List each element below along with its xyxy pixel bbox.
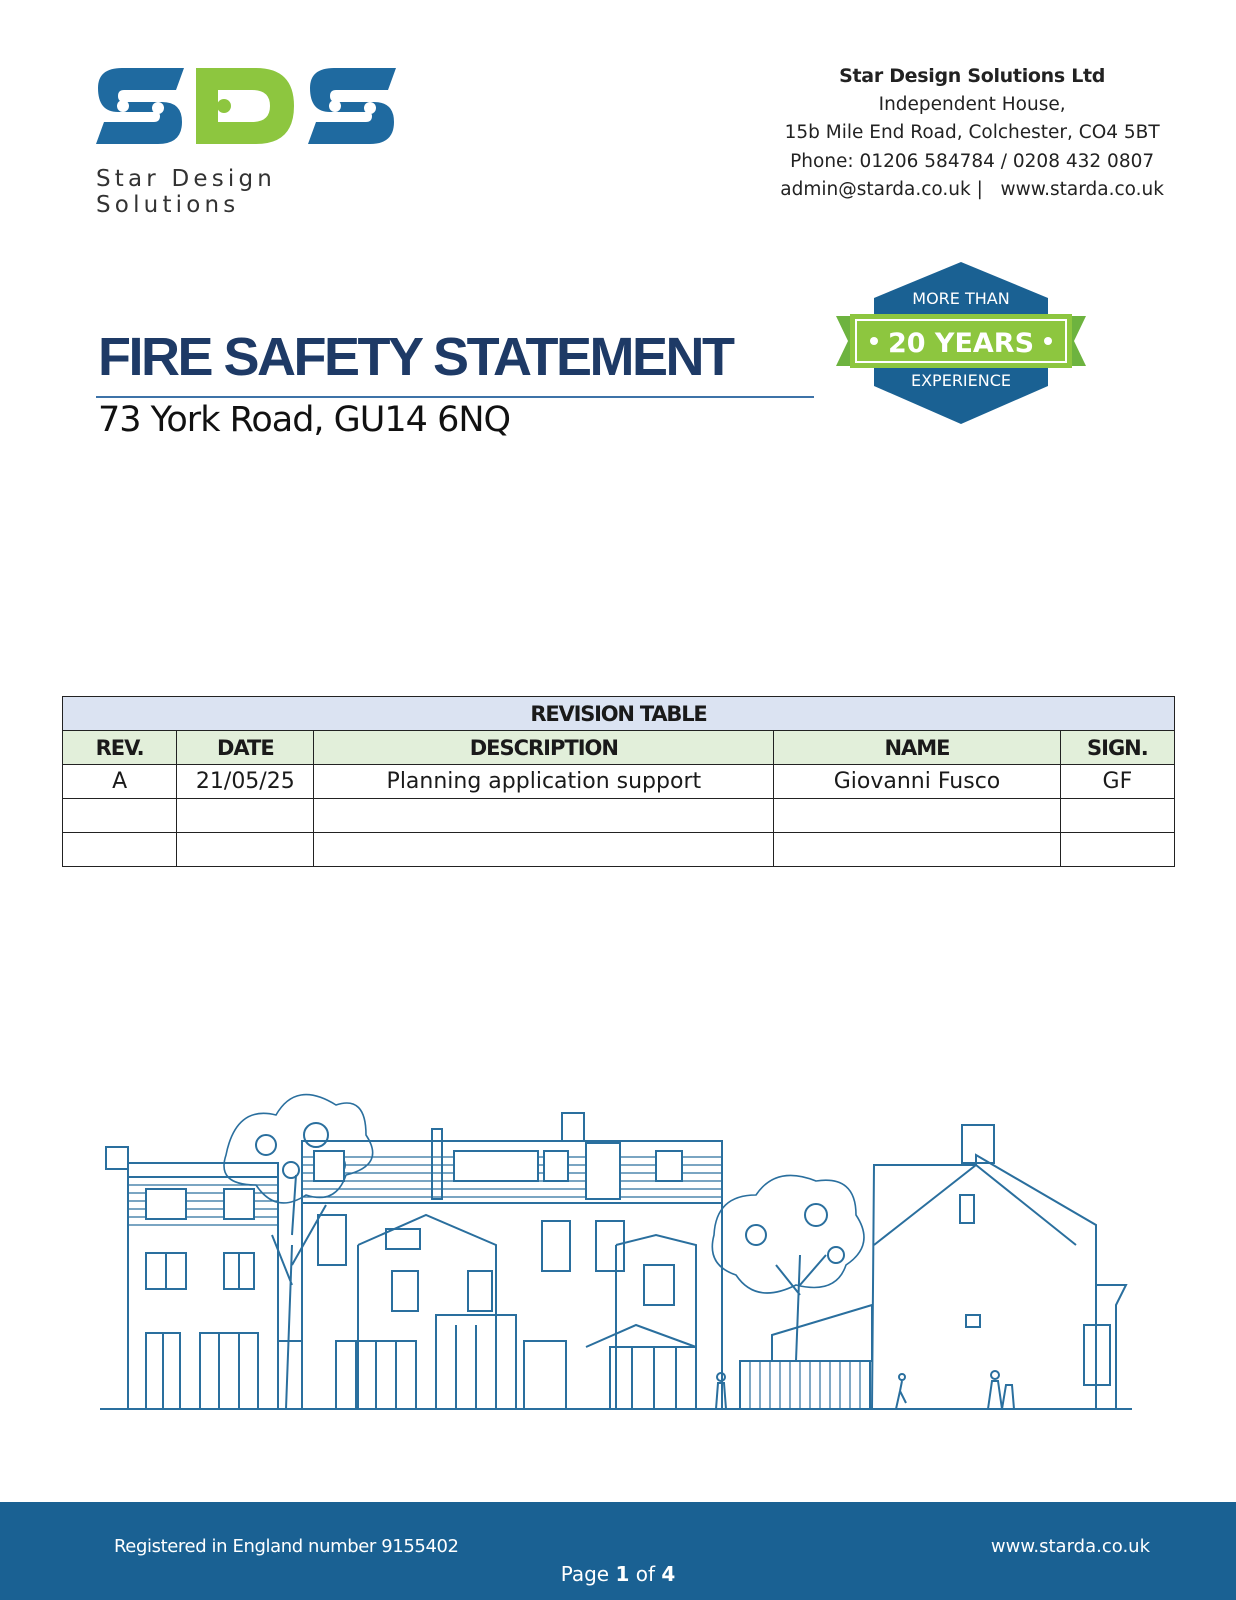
column-header-name: NAME [774, 731, 1061, 765]
revision-table-caption-row [63, 697, 1175, 731]
cell-name [774, 799, 1061, 833]
sds-logo-mark [96, 66, 406, 162]
revision-table-caption: REVISION TABLE [63, 697, 1175, 731]
company-logo [96, 66, 406, 218]
street-elevation-illustration [96, 1085, 1136, 1415]
logo-tagline: Star Design Solutions [96, 166, 277, 218]
cell-description [314, 799, 774, 833]
page-footer [0, 1502, 1236, 1600]
cell-sign [1060, 833, 1174, 867]
table-row [63, 799, 1175, 833]
company-name: Star Design Solutions Ltd [839, 65, 1106, 87]
cell-rev [63, 833, 177, 867]
badge-bottom-text: EXPERIENCE [910, 371, 1012, 390]
table-row [63, 833, 1175, 867]
contact-separator: | [976, 179, 983, 200]
revision-table [62, 696, 1175, 867]
page-number [0, 1562, 1236, 1586]
company-phone: Phone: 01206 584784 / 0208 432 0807 [790, 150, 1155, 172]
middle-terrace [302, 1113, 722, 1409]
cell-description: Planning application support [314, 765, 774, 799]
cell-date [177, 833, 314, 867]
title-divider [96, 396, 814, 398]
company-website[interactable]: www.starda.co.uk [1000, 179, 1164, 200]
page-of: of [635, 1562, 656, 1586]
column-header-date: DATE [177, 731, 314, 765]
right-tree [712, 1175, 864, 1361]
company-email[interactable]: admin@starda.co.uk [780, 179, 971, 200]
company-contact-block [780, 62, 1164, 205]
experience-badge [826, 258, 1096, 428]
cell-date [177, 799, 314, 833]
table-row [63, 765, 1175, 799]
column-header-sign: SIGN. [1060, 731, 1174, 765]
cell-rev: A [63, 765, 177, 799]
left-house [106, 1147, 302, 1409]
child-figure [896, 1374, 906, 1409]
document-title: FIRE SAFETY STATEMENT [98, 327, 733, 387]
page-current: 1 [615, 1562, 630, 1586]
cell-rev [63, 799, 177, 833]
revision-table-header-row [63, 731, 1175, 765]
cell-name [774, 833, 1061, 867]
page-total: 4 [661, 1562, 676, 1586]
badge-top-text: MORE THAN [912, 289, 1010, 308]
registration-number: Registered in England number 9155402 [114, 1536, 459, 1557]
footer-website-link[interactable]: www.starda.co.uk [990, 1536, 1150, 1557]
cell-date: 21/05/25 [177, 765, 314, 799]
badge-middle-text: 20 YEARS [887, 328, 1035, 359]
column-header-rev: REV. [63, 731, 177, 765]
cell-description [314, 833, 774, 867]
address-line-2: 15b Mile End Road, Colchester, CO4 5BT [784, 122, 1160, 143]
cell-sign: GF [1060, 765, 1174, 799]
pedestrians-right [988, 1371, 1014, 1409]
cell-name: Giovanni Fusco [774, 765, 1061, 799]
page-prefix: Page [560, 1562, 610, 1586]
garden-fence [740, 1305, 872, 1409]
address-line-1: Independent House, [878, 93, 1066, 115]
column-header-description: DESCRIPTION [314, 731, 774, 765]
right-house [872, 1125, 1126, 1409]
document-subtitle: 73 York Road, GU14 6NQ [98, 400, 511, 440]
cell-sign [1060, 799, 1174, 833]
company-email-web-line [780, 176, 1164, 205]
